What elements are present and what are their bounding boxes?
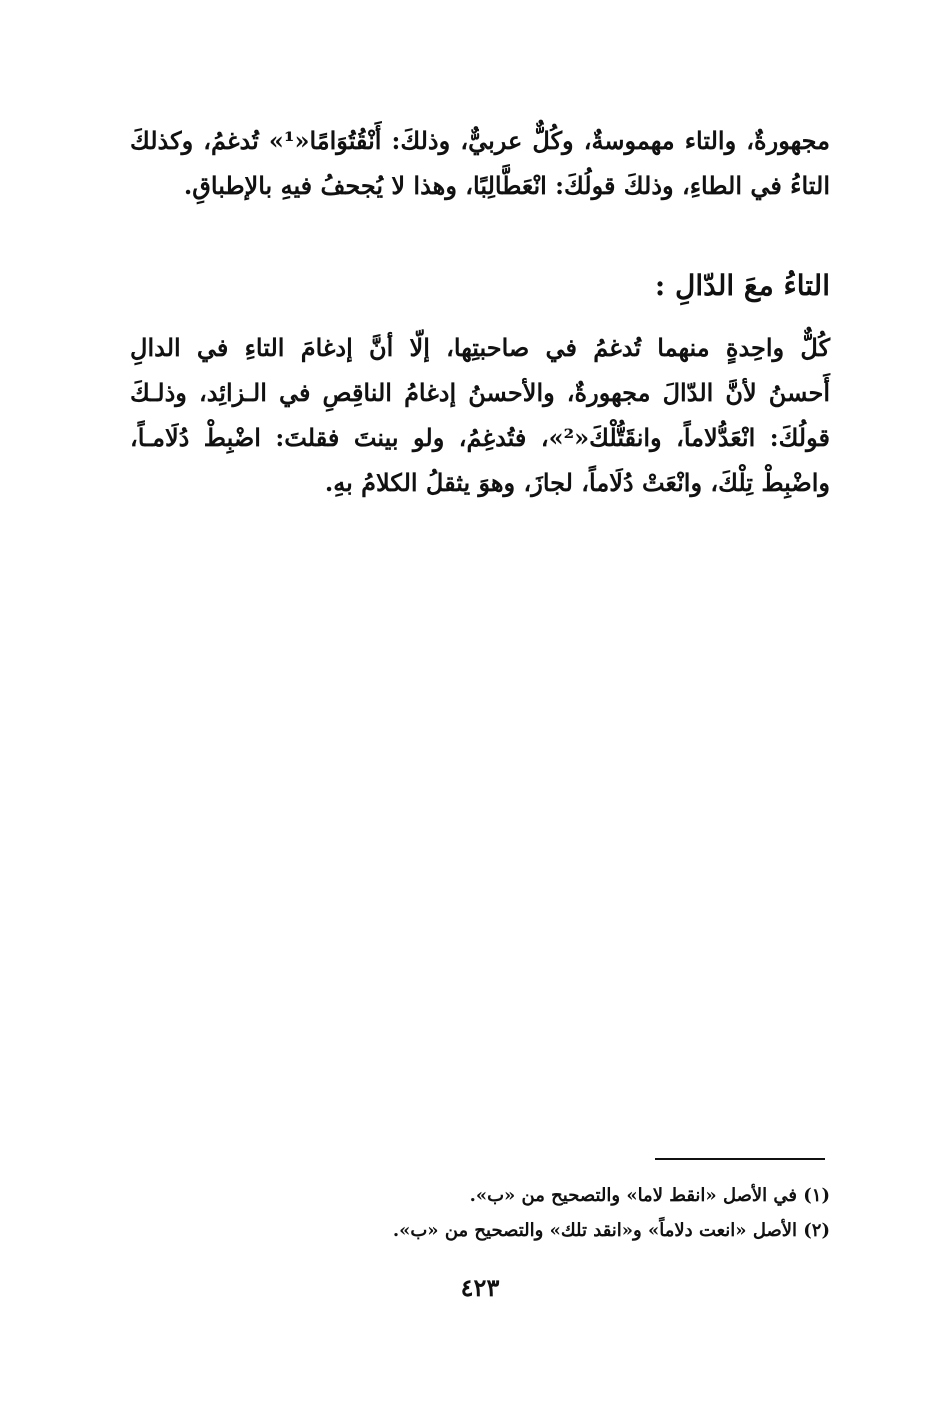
paragraph-2-line-2: أَحسنُ لأنَّ الدّالَ مجهورةٌ، والأحسنُ إدغامُ الناقِصِ في الـزائِد، وذلـكَ [130, 378, 830, 407]
footnote-divider [655, 1158, 825, 1160]
footnote-1: (١) في الأصل «انقط لاما» والتصحيح من «ب». [469, 1185, 830, 1206]
page-number: ٤٢٣ [460, 1273, 500, 1302]
paragraph-2 [130, 325, 830, 505]
paragraph-2-line-3: قولُكَ: انْعَدُّلاماً، وانقَتُّلْكَ«²»، فتُدغِمُ، ولو بينتَ فقلتَ: اضْبِطْ دُلَامـاً، [130, 423, 830, 452]
paragraph-1 [130, 118, 830, 208]
footnotes [270, 1178, 830, 1248]
section-heading: التاءُ معَ الدّالِ : [654, 269, 830, 302]
footnote-2: (٢) الأصل «انعت دلاماً» و«انقد تلك» والتصحيح من «ب». [392, 1220, 830, 1241]
paragraph-1-line-1: مجهورةٌ، والتاء مهموسةٌ، وكُلٌّ عربيٌّ، وذلكَ: أَنْقُتُوَامًا«¹» تُدغمُ، وكذلكَ [130, 126, 830, 155]
paragraph-1-line-2: التاءُ في الطاءِ، وذلكَ قولُكَ: انْعَطَّالِبًا، وهذا لا يُجحفُ فيهِ بالإطباقِ. [183, 171, 830, 200]
paragraph-2-line-4: واضْبِطْ تِلْكَ، وانْعَتْ دُلَاماً، لجازَ، وهوَ يثقلُ الكلامُ بهِ. [324, 468, 830, 497]
paragraph-2-line-1: كُلٌّ واحِدةٍ منهما تُدغمُ في صاحبتِها، إلّا أنَّ إدغامَ التاءِ في الدالِ [130, 333, 830, 362]
